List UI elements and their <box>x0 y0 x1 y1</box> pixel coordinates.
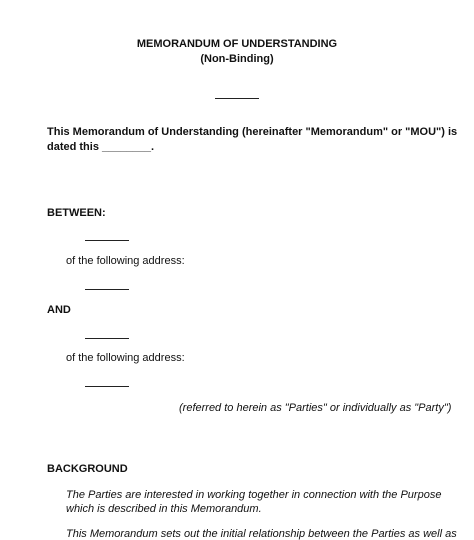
background-p2-line1: This Memorandum sets out the initial relationship between the Parties as well as <box>66 528 457 540</box>
party1-address-label: of the following address: <box>66 255 185 267</box>
party2-address-label: of the following address: <box>66 352 185 364</box>
document-subtitle: (Non-Binding) <box>200 53 274 65</box>
document-title: MEMORANDUM OF UNDERSTANDING <box>136 38 338 50</box>
intro-line-1: This Memorandum of Understanding (hereinafter "Memorandum" or "MOU") is <box>47 126 458 138</box>
between-heading: BETWEEN: <box>47 207 106 219</box>
background-p1-line2: which is described in this Memorandum. <box>66 503 262 515</box>
intro-line-2: dated this ________. <box>47 141 155 153</box>
referred-note: (referred to herein as "Parties" or individually as "Party") <box>179 402 452 414</box>
party2-name-blank <box>85 338 129 339</box>
party2-address-blank <box>85 386 129 387</box>
party1-address-blank <box>85 289 129 290</box>
signature-blank-line <box>215 98 259 99</box>
and-heading: AND <box>47 304 71 316</box>
background-heading: BACKGROUND <box>47 463 128 475</box>
background-p1-line1: The Parties are interested in working together in connection with the Purpose <box>66 489 442 501</box>
party1-name-blank <box>85 240 129 241</box>
